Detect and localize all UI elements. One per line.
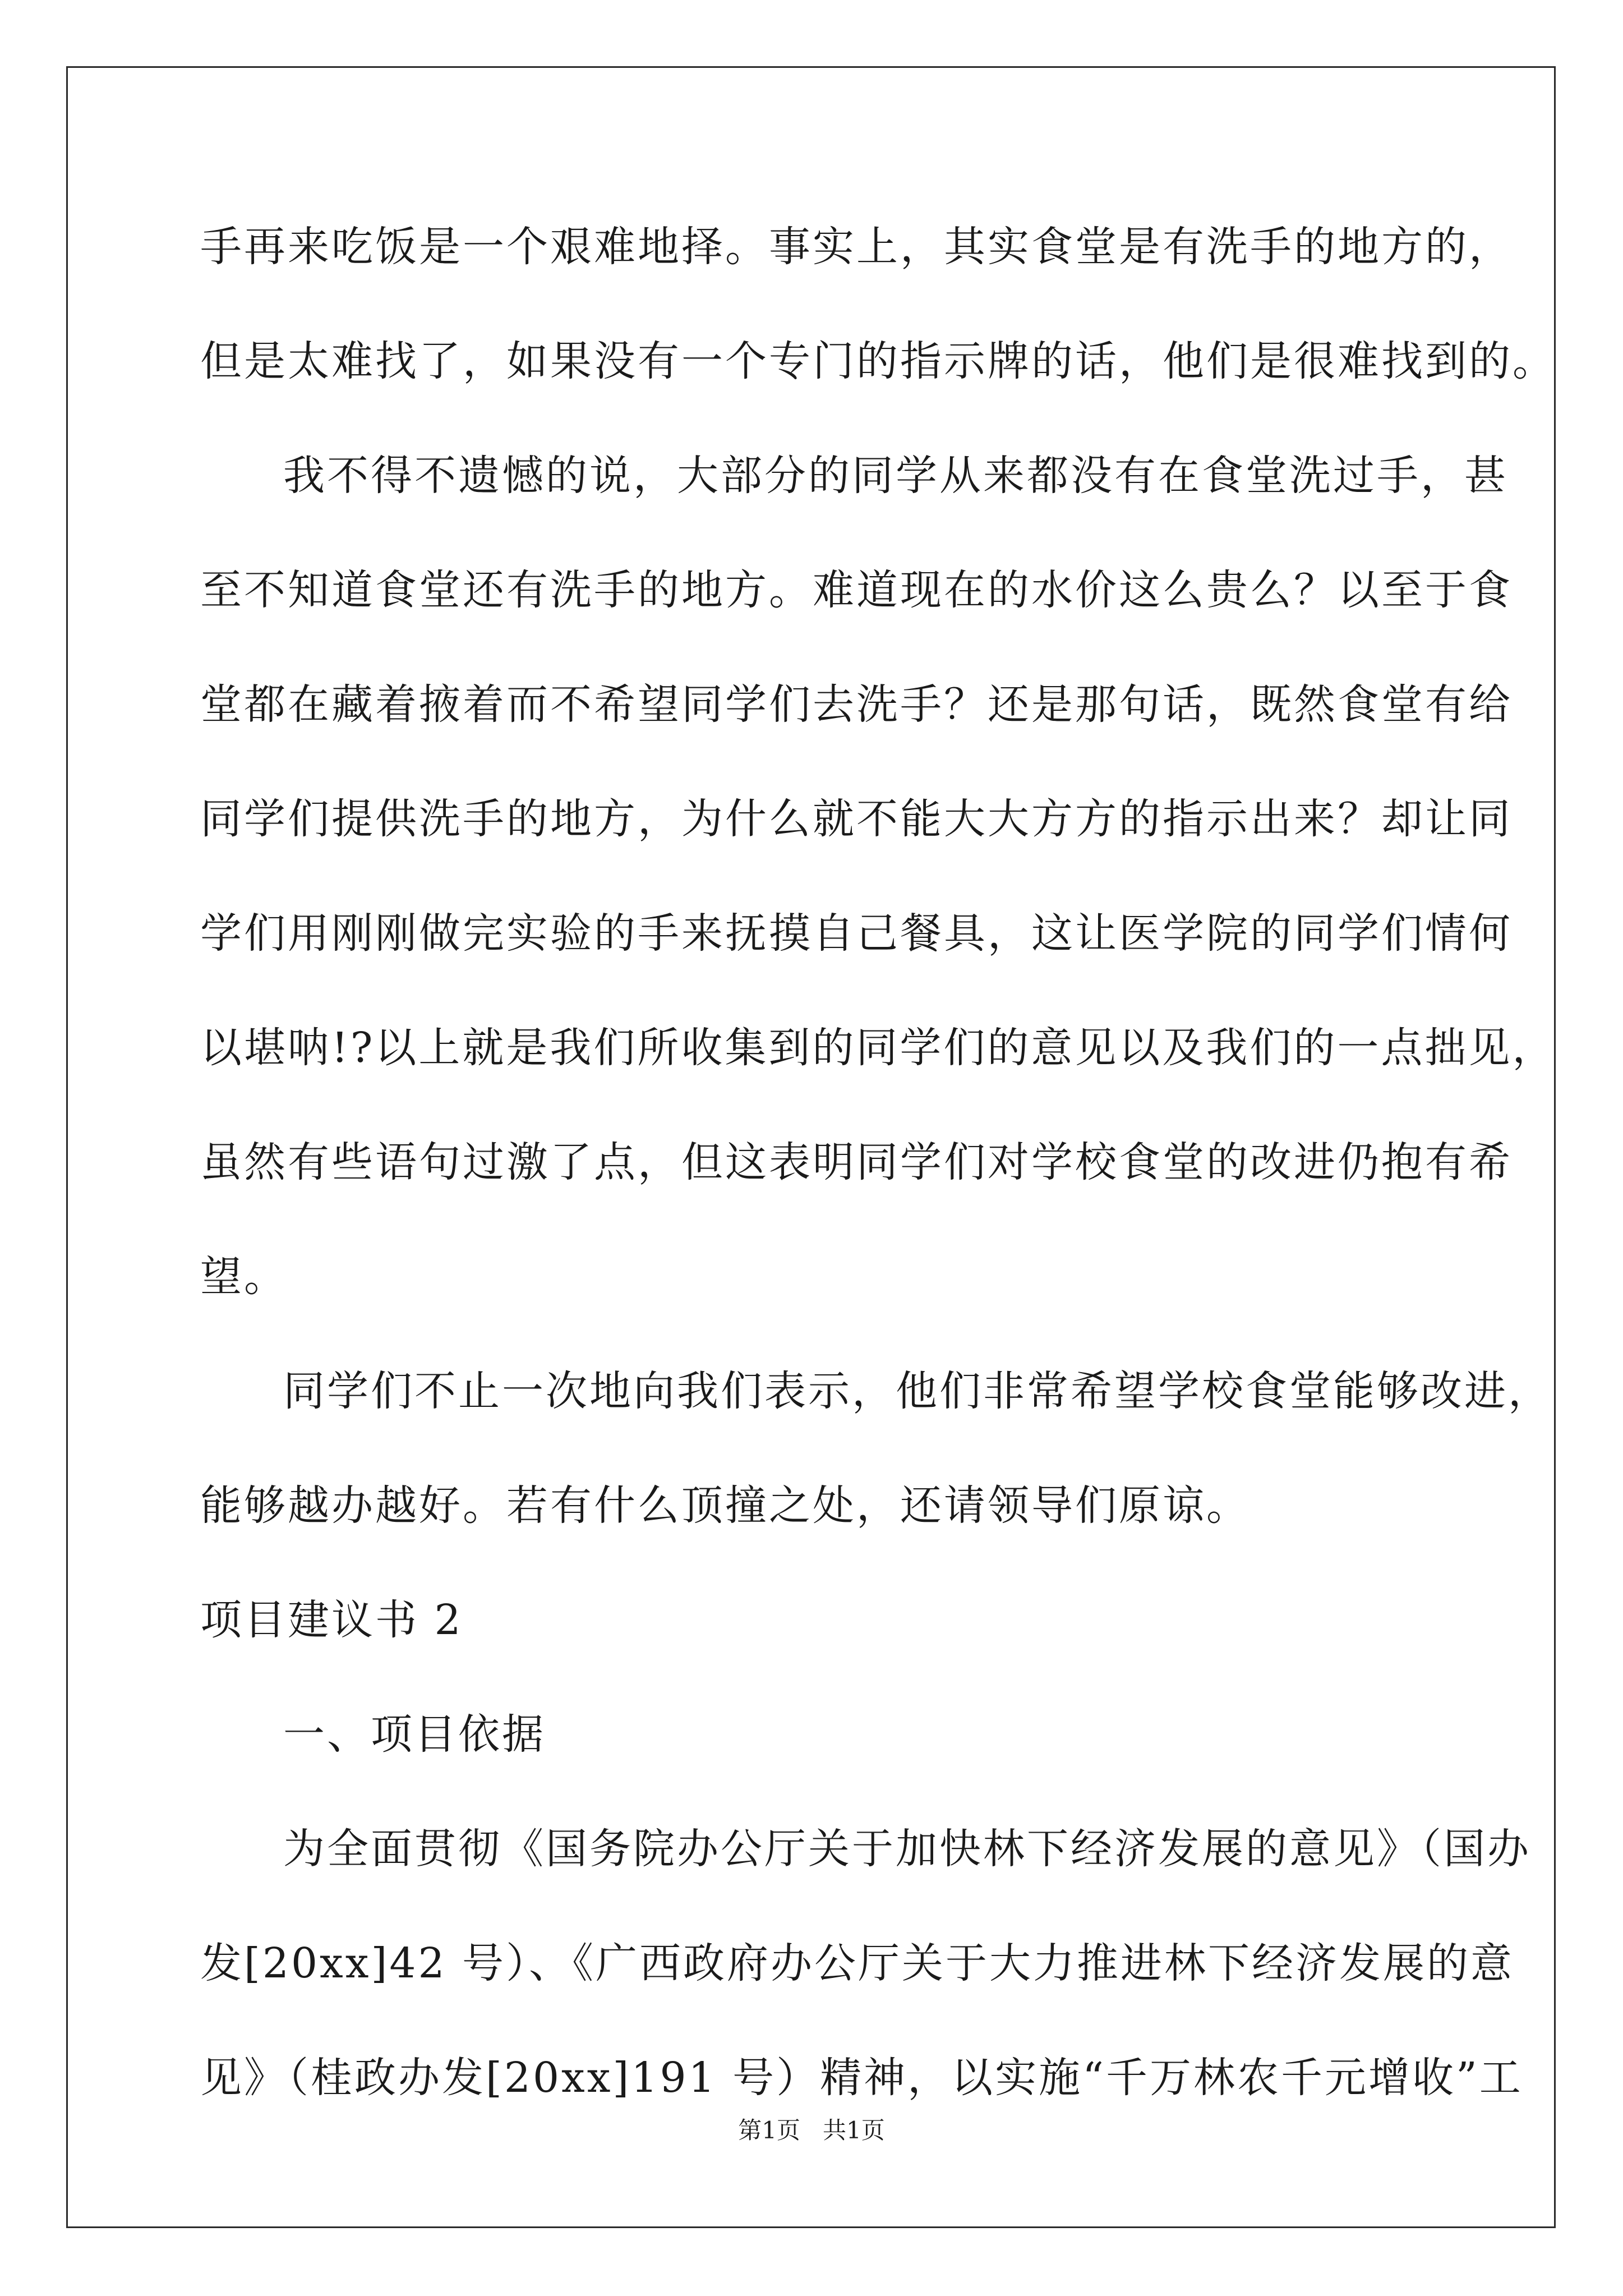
text-line: 手再来吃饭是一个艰难地择。事实上，其实食堂是有洗手的地方的， bbox=[200, 223, 1513, 271]
text-line: 以堪呐!?以上就是我们所收集到的同学们的意见以及我们的一点拙见， bbox=[200, 1024, 1556, 1072]
paragraph-start: 为全面贯彻《国务院办公厅关于加快林下经济发展的意见》（国办 bbox=[283, 1825, 1531, 1873]
text-line: 学们用刚刚做完实验的手来抚摸自己餐具，这让医学院的同学们情何 bbox=[200, 909, 1513, 958]
section-title: 项目建议书 2 bbox=[200, 1596, 463, 1644]
text-line: 堂都在藏着掖着而不希望同学们去洗手？还是那句话，既然食堂有给 bbox=[200, 680, 1513, 729]
text-line: 能够越办越好。若有什么顶撞之处，还请领导们原谅。 bbox=[200, 1481, 1250, 1530]
paragraph-start: 同学们不止一次地向我们表示，他们非常希望学校食堂能够改进， bbox=[283, 1367, 1552, 1415]
paragraph-start: 我不得不遗憾的说，大部分的同学从来都没有在食堂洗过手，甚 bbox=[283, 452, 1508, 500]
text-line: 见》（桂政办发[20xx]191 号）精神，以实施“千万林农千元增收”工 bbox=[200, 2054, 1523, 2102]
section-heading: 一、项目依据 bbox=[283, 1710, 546, 1759]
text-line: 但是太难找了，如果没有一个专门的指示牌的话，他们是很难找到的。 bbox=[200, 337, 1556, 385]
text-line: 发[20xx]42 号）、《广西政府办公厅关于大力推进林下经济发展的意 bbox=[200, 1939, 1515, 1987]
text-line: 同学们提供洗手的地方，为什么就不能大大方方的指示出来？却让同 bbox=[200, 795, 1513, 843]
text-line: 至不知道食堂还有洗手的地方。难道现在的水价这么贵么？以至于食 bbox=[200, 566, 1513, 614]
text-line: 虽然有些语句过激了点，但这表明同学们对学校食堂的改进仍抱有希 bbox=[200, 1138, 1513, 1186]
page-number: 第1页 共1页 bbox=[738, 2116, 885, 2144]
text-line: 望。 bbox=[200, 1253, 288, 1301]
